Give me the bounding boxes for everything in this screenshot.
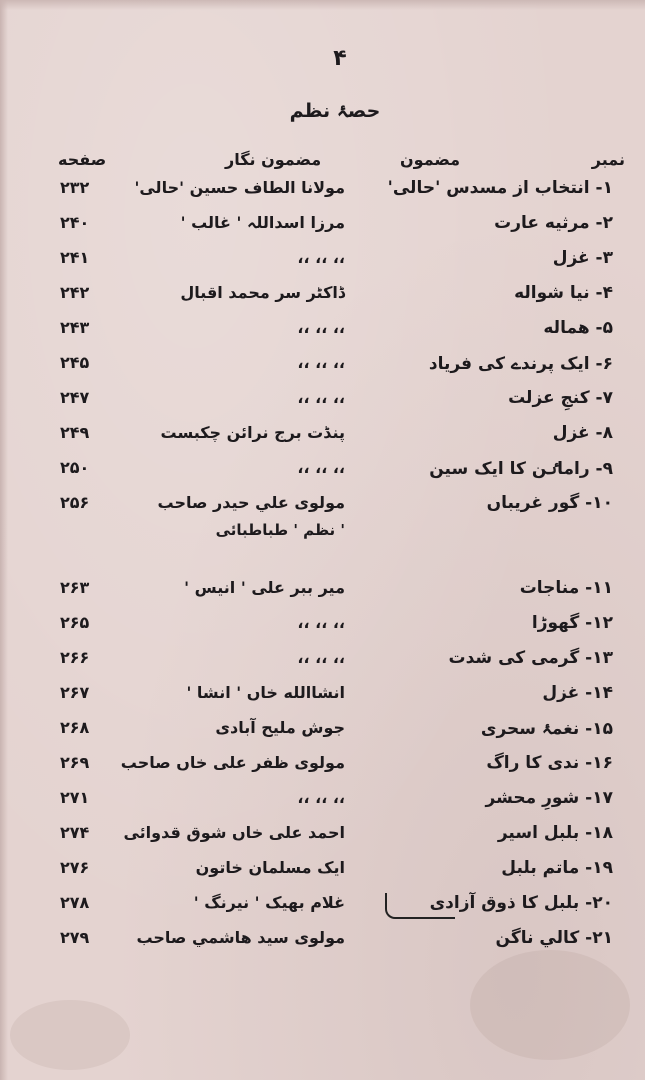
toc-page: ۲۵۶ <box>60 493 90 512</box>
toc-author: احمد علی خاں شوق قدوائی <box>123 823 345 842</box>
toc-author: میر ببر علی ' انیس ' <box>184 578 345 597</box>
toc-title: ۱۳- گرمی کی شدت <box>448 648 613 668</box>
toc-author: ،، ،، ،، <box>297 613 345 632</box>
toc-row <box>0 423 645 457</box>
toc-author: انشاالله خاں ' انشا ' <box>186 683 345 702</box>
toc-row <box>0 353 645 387</box>
toc-author: جوش ملیح آبادی <box>215 718 345 737</box>
page-edge-top <box>0 0 645 10</box>
toc-title: ۱۲- گھوڑا <box>531 613 613 633</box>
toc-page: ۲۶۹ <box>60 753 90 772</box>
toc-row <box>0 283 645 317</box>
toc-title: ۱- انتخاب از مسدس 'حالی' <box>387 178 613 198</box>
toc-row <box>0 213 645 247</box>
toc-page: ۲۴۱ <box>60 248 90 267</box>
toc-author: ڈاکٹر سر محمد اقبال <box>180 283 345 302</box>
toc-page: ۲۷۴ <box>60 823 90 842</box>
toc-title: ۳- غزل <box>552 248 613 268</box>
toc-title: ۷- کنجِ عزلت <box>508 388 613 408</box>
toc-row <box>0 683 645 717</box>
toc-page: ۲۶۷ <box>60 683 90 702</box>
toc-title: ۲۱- کالي ناگن <box>495 928 613 948</box>
toc-title: ۲- مرثیه عارت <box>494 213 613 233</box>
toc-author: ،، ،، ،، <box>297 648 345 667</box>
toc-row <box>0 718 645 752</box>
header-page: صفحه <box>58 150 107 169</box>
toc-page: ۲۶۸ <box>60 718 90 737</box>
toc-author: ،، ،، ،، <box>297 458 345 477</box>
toc-author-continued: ' نظم ' طباطبائی <box>215 521 345 539</box>
toc-author: پنڈت برج نرائن چکبست <box>160 423 345 442</box>
toc-title: ۱۰- گور غریباں <box>486 493 613 513</box>
toc-row <box>0 648 645 682</box>
toc-page: ۲۴۳ <box>60 318 90 337</box>
toc-title: ۱۹- ماتم بلبل <box>501 858 613 878</box>
toc-page: ۲۷۶ <box>60 858 90 877</box>
toc-author: مولانا الطاف حسین 'حالی' <box>134 178 345 197</box>
toc-author: ،، ،، ،، <box>297 788 345 807</box>
toc-title: ۹- راماٸن کا ایک سین <box>429 459 613 479</box>
toc-row <box>0 858 645 892</box>
toc-title: ۸- غزل <box>552 423 613 443</box>
toc-page: ۲۴۹ <box>60 423 90 442</box>
paper-stain <box>10 1000 130 1070</box>
handwritten-underline-mark <box>385 893 455 919</box>
toc-page: ۲۳۲ <box>60 178 90 197</box>
toc-title: ۱۱- مناجات <box>519 578 613 598</box>
toc-title: ۶- ایک پرندے کی فریاد <box>428 354 613 374</box>
toc-author: ،، ،، ،، <box>297 388 345 407</box>
toc-page: ۲۴۰ <box>60 213 90 232</box>
header-author: مضمون نگار <box>225 150 322 169</box>
toc-title: ۵- هماله <box>543 318 613 338</box>
toc-title: ۱۴- غزل <box>542 683 613 703</box>
toc-title: ۱۶- ندی کا راگ <box>486 753 613 773</box>
toc-row <box>0 388 645 422</box>
toc-author: مولوی ظفر علی خاں صاحب <box>120 753 345 772</box>
toc-title: ۱۵- نغمۂ سحری <box>480 719 613 739</box>
toc-page: ۲۷۹ <box>60 928 90 947</box>
section-title: حصۂ نظم <box>289 100 381 122</box>
toc-row <box>0 788 645 822</box>
toc-page: ۲۷۸ <box>60 893 90 912</box>
toc-title: ۲۰- بلبل کا ذوق آزادی <box>429 893 613 913</box>
toc-page: ۲۶۶ <box>60 648 90 667</box>
toc-row <box>0 578 645 612</box>
toc-row <box>0 893 645 927</box>
page-number: ۴ <box>333 46 347 71</box>
toc-page: ۲۷۱ <box>60 788 90 807</box>
toc-author: ،، ،، ،، <box>297 318 345 337</box>
toc-author: ،، ،، ،، <box>297 248 345 267</box>
toc-title: ۴- نیا شواله <box>514 283 613 303</box>
toc-row <box>0 248 645 282</box>
toc-page: ۲۶۵ <box>60 613 90 632</box>
toc-page: ۲۴۲ <box>60 283 90 302</box>
toc-row <box>0 928 645 962</box>
toc-page: ۲۵۰ <box>60 458 90 477</box>
toc-page: ۲۴۵ <box>60 353 90 372</box>
toc-row <box>0 318 645 352</box>
toc-row <box>0 493 645 553</box>
toc-title: ۱۸- بلبل اسیر <box>497 823 613 843</box>
header-number: نمبر <box>591 150 625 169</box>
toc-row <box>0 178 645 212</box>
toc-author: مولوی سید هاشمي صاحب <box>136 928 345 947</box>
toc-author: مولوی علي حیدر صاحب <box>157 493 345 512</box>
toc-page: ۲۴۷ <box>60 388 90 407</box>
table-of-contents <box>0 178 645 978</box>
toc-page: ۲۶۳ <box>60 578 90 597</box>
toc-author: ،، ،، ،، <box>297 353 345 372</box>
toc-row <box>0 458 645 492</box>
toc-row <box>0 753 645 787</box>
toc-author: غلام بھیک ' نیرنگ ' <box>193 893 345 912</box>
toc-row <box>0 823 645 857</box>
toc-row <box>0 613 645 647</box>
toc-author: مرزا اسداللہ ' غالب ' <box>180 213 345 232</box>
toc-title: ۱۷- شورِ محشر <box>485 788 613 808</box>
toc-author: ایک مسلمان خاتون <box>195 858 345 877</box>
header-subject: مضمون <box>400 150 461 169</box>
